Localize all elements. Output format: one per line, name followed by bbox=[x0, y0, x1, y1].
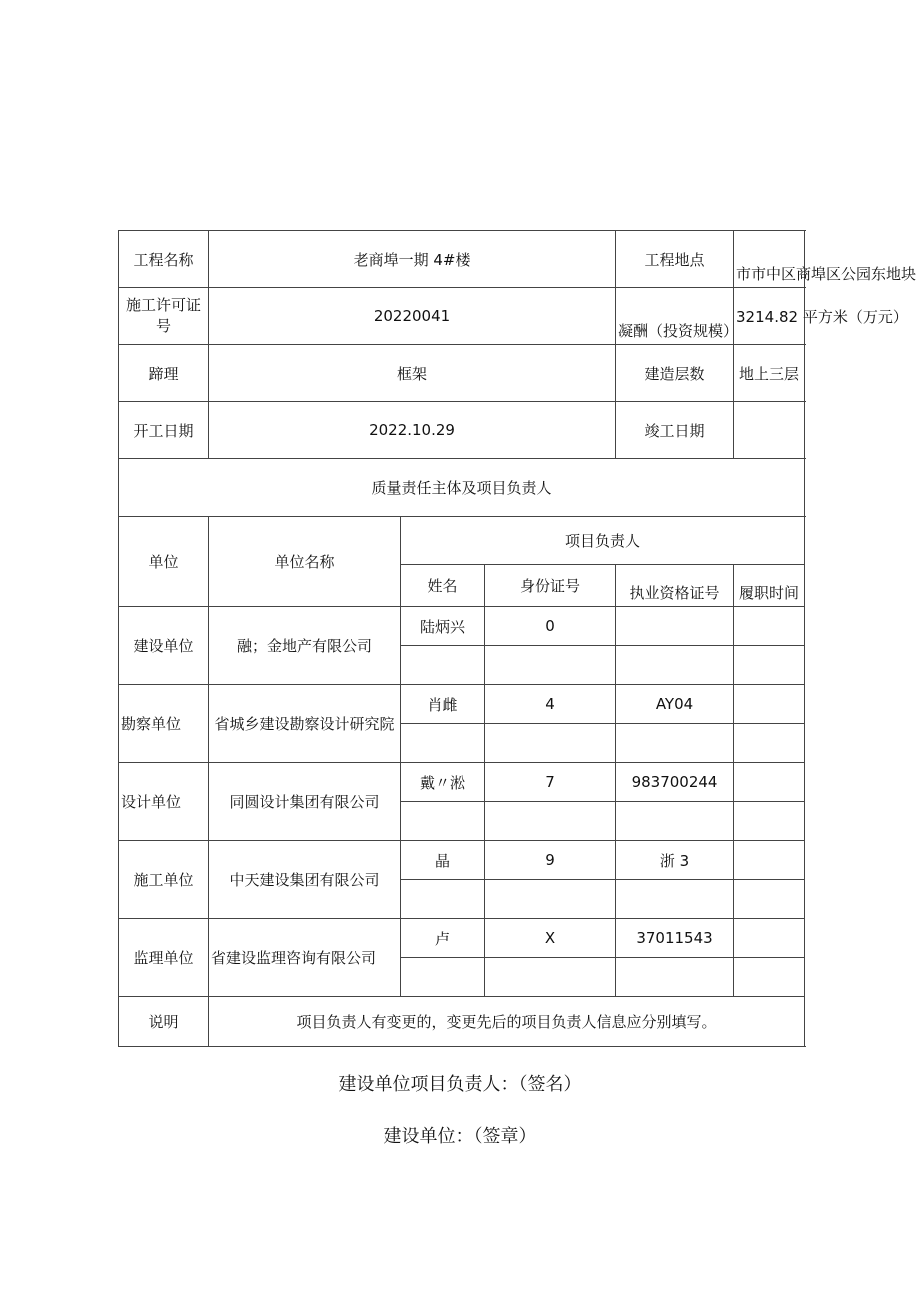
person-id: X bbox=[485, 919, 616, 958]
empty-cell bbox=[616, 958, 734, 997]
unit-org: 融；金地产有限公司 bbox=[209, 607, 401, 685]
end-date-value bbox=[734, 402, 805, 459]
unit-type: 施工单位 bbox=[119, 841, 209, 919]
empty-cell bbox=[734, 646, 805, 685]
empty-cell bbox=[485, 802, 616, 841]
person-license bbox=[616, 607, 734, 646]
empty-cell bbox=[734, 724, 805, 763]
end-date-label: 竣工日期 bbox=[616, 402, 734, 459]
table-row bbox=[119, 841, 805, 880]
person-id: 9 bbox=[485, 841, 616, 880]
empty-cell bbox=[616, 646, 734, 685]
empty-cell bbox=[485, 880, 616, 919]
col-period-header: 履职时间 bbox=[734, 565, 805, 607]
empty-cell bbox=[616, 880, 734, 919]
structure-value: 框架 bbox=[209, 345, 616, 402]
structure-label: 蹄理 bbox=[119, 345, 209, 402]
col-manager-header: 项目负责人 bbox=[401, 517, 805, 565]
scale-value: 3214.82 平方米（万元） bbox=[734, 288, 805, 345]
unit-org: 中天建设集团有限公司 bbox=[209, 841, 401, 919]
table-row bbox=[119, 763, 805, 802]
empty-cell bbox=[401, 802, 485, 841]
person-period bbox=[734, 841, 805, 880]
floors-value: 地上三层 bbox=[734, 345, 805, 402]
col-unit-header: 单位 bbox=[119, 517, 209, 607]
project-name-value: 老商埠一期 4#楼 bbox=[209, 231, 616, 288]
start-date-value: 2022.10.29 bbox=[209, 402, 616, 459]
project-name-label: 工程名称 bbox=[119, 231, 209, 288]
person-name: 肖雌 bbox=[401, 685, 485, 724]
person-period bbox=[734, 919, 805, 958]
unit-seal-line: 建设单位：（签章） bbox=[383, 1126, 537, 1147]
person-name: 晶 bbox=[401, 841, 485, 880]
note-label: 说明 bbox=[119, 997, 209, 1047]
floors-label: 建造层数 bbox=[616, 345, 734, 402]
col-name-header: 姓名 bbox=[401, 565, 485, 607]
person-license: 浙 3 bbox=[616, 841, 734, 880]
note-text: 项目负责人有变更的，变更先后的项目负责人信息应分别填写。 bbox=[209, 997, 805, 1047]
person-period bbox=[734, 763, 805, 802]
person-name: 戴〃淞 bbox=[401, 763, 485, 802]
person-license: 37011543 bbox=[616, 919, 734, 958]
col-id-header: 身份证号 bbox=[485, 565, 616, 607]
empty-cell bbox=[401, 724, 485, 763]
project-quality-form bbox=[118, 230, 917, 1047]
unit-org: 同圆设计集团有限公司 bbox=[209, 763, 401, 841]
permit-label: 施工许可证号 bbox=[119, 288, 209, 345]
person-period bbox=[734, 607, 805, 646]
person-id: 7 bbox=[485, 763, 616, 802]
person-id: 0 bbox=[485, 607, 616, 646]
project-location-value: 市市中区商埠区公园东地块 bbox=[734, 231, 805, 288]
unit-type: 勘察单位 bbox=[119, 685, 209, 763]
manager-signature-line: 建设单位项目负责人：（签名） bbox=[338, 1074, 582, 1095]
unit-type: 建设单位 bbox=[119, 607, 209, 685]
unit-type: 设计单位 bbox=[119, 763, 209, 841]
empty-cell bbox=[734, 880, 805, 919]
col-unit-name-header: 单位名称 bbox=[209, 517, 401, 607]
empty-cell bbox=[401, 958, 485, 997]
person-period bbox=[734, 685, 805, 724]
person-name: 陆炳兴 bbox=[401, 607, 485, 646]
person-license: AY04 bbox=[616, 685, 734, 724]
empty-cell bbox=[616, 724, 734, 763]
empty-cell bbox=[485, 646, 616, 685]
person-license: 983700244 bbox=[616, 763, 734, 802]
empty-cell bbox=[485, 724, 616, 763]
empty-cell bbox=[401, 646, 485, 685]
section-title: 质量责任主体及项目负责人 bbox=[119, 459, 805, 517]
scale-label: 凝酬（投资规模） bbox=[616, 288, 734, 345]
table-row bbox=[119, 607, 805, 646]
col-license-header: 执业资格证号 bbox=[616, 565, 734, 607]
empty-cell bbox=[734, 958, 805, 997]
unit-org: 省城乡建设勘察设计研究院 bbox=[209, 685, 401, 763]
permit-value: 20220041 bbox=[209, 288, 616, 345]
empty-cell bbox=[485, 958, 616, 997]
person-name: 卢 bbox=[401, 919, 485, 958]
project-location-label: 工程地点 bbox=[616, 231, 734, 288]
unit-type: 监理单位 bbox=[119, 919, 209, 997]
table-row bbox=[119, 919, 805, 958]
empty-cell bbox=[616, 802, 734, 841]
start-date-label: 开工日期 bbox=[119, 402, 209, 459]
empty-cell bbox=[401, 880, 485, 919]
empty-cell bbox=[734, 802, 805, 841]
person-id: 4 bbox=[485, 685, 616, 724]
unit-org: 省建设监理咨询有限公司 bbox=[209, 919, 401, 997]
table-row bbox=[119, 685, 805, 724]
